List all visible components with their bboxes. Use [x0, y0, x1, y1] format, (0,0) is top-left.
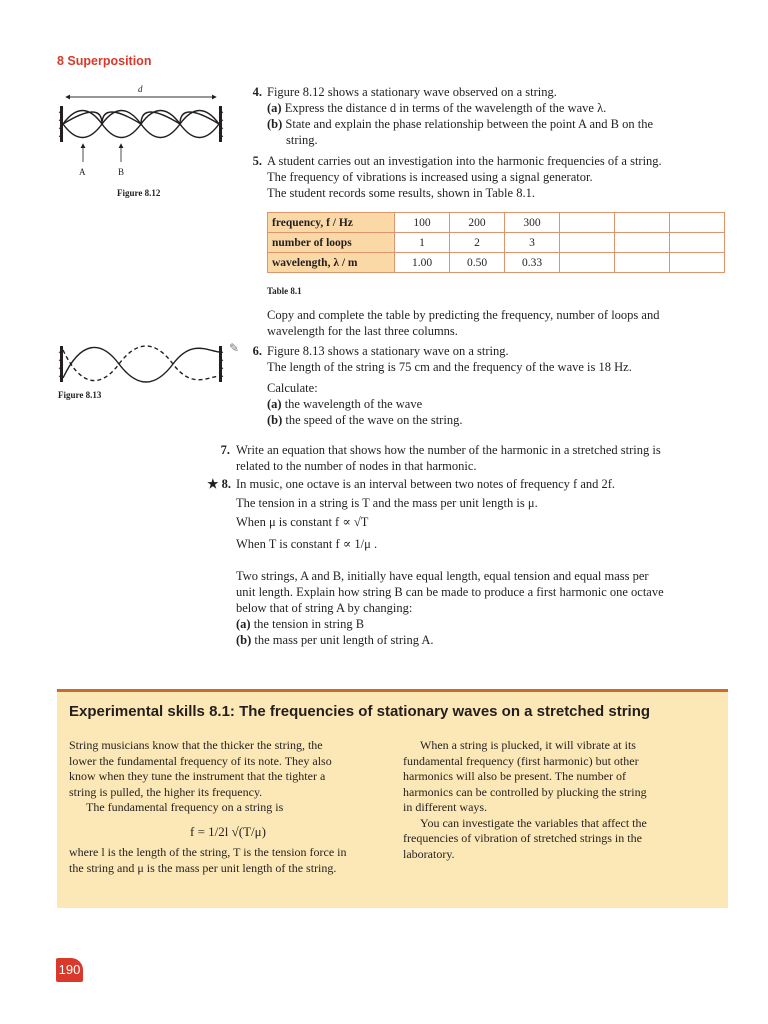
q8-part-b-text: the mass per unit length of string A. — [254, 633, 434, 647]
q8-line-1: In music, one octave is an interval between two notes of frequency f and 2f. — [236, 477, 616, 491]
table-cell: 0.50 — [450, 253, 505, 273]
q7-line-2: related to the number of nodes in that harmonic. — [236, 459, 477, 473]
skills-left-line: lower the fundamental frequency of its note. They also — [69, 753, 332, 768]
label-a: A — [79, 167, 86, 177]
q8-part-a-label: (a) — [236, 617, 251, 631]
table-cell: 3 — [505, 233, 560, 253]
table-cell: 1.00 — [395, 253, 450, 273]
skills-right-column — [403, 738, 721, 862]
table-cell: 300 — [505, 213, 560, 233]
table-cell — [615, 233, 670, 253]
table-cell — [615, 253, 670, 273]
question-4-text: Figure 8.12 shows a stationary wave observed on a string. — [267, 85, 557, 99]
figure-8-12-caption: Figure 8.12 — [117, 188, 161, 198]
table-8-1 — [267, 212, 725, 273]
skills-right-line: When a string is plucked, it will vibrate at its — [420, 738, 636, 752]
q6-part-b-text: the speed of the wave on the string. — [285, 413, 463, 427]
table-row — [268, 253, 725, 273]
label-b: B — [118, 167, 125, 177]
skills-right-line: laboratory. — [403, 846, 455, 861]
skills-left-line: The fundamental frequency on a string is — [86, 800, 284, 814]
q6-part-a-label: (a) — [267, 397, 282, 411]
q4-part-b-label: (b) — [267, 117, 283, 131]
skills-right-line: You can investigate the variables that affect the — [420, 815, 647, 830]
skills-right-line: harmonics will also be present. The number of — [403, 769, 627, 783]
q4-part-a-text: Express the distance d in terms of the wavelength of the wave λ. — [284, 101, 607, 115]
label-d: d — [138, 84, 143, 94]
table-cell: 100 — [395, 213, 450, 233]
q8-line-6: unit length. Explain how string B can be made to produce a first harmonic one octave — [236, 585, 664, 599]
table-cell — [615, 213, 670, 233]
q4-part-b-text-cont: string. — [286, 133, 318, 147]
q5-after-2: wavelength for the last three columns. — [267, 324, 458, 338]
table-cell — [670, 233, 725, 253]
q5-line-3: The student records some results, shown in Table 8.1. — [267, 186, 535, 200]
q8-part-a-text: the tension in string B — [253, 617, 365, 631]
chapter-header: 8 Superposition — [57, 54, 152, 68]
skills-right-line: fundamental frequency (first harmonic) but other — [403, 753, 639, 768]
pencil-icon: ✎ — [229, 341, 240, 355]
skills-left-line: know when they tune the instrument that the tighter a — [69, 769, 326, 783]
q6-calc: Calculate: — [267, 381, 318, 395]
table-row-header: wavelength, λ / m — [268, 253, 395, 273]
table-cell: 200 — [450, 213, 505, 233]
figure-8-12-drawing — [56, 84, 226, 194]
skills-left-line: string is pulled, the higher its frequency. — [69, 784, 263, 799]
q5-line-2: The frequency of vibrations is increased using a signal generator. — [267, 170, 593, 184]
question-5-number: 5. — [252, 154, 262, 168]
skills-left-line: the string and μ is the mass per unit length of the string. — [69, 860, 337, 875]
q5-instructions — [267, 307, 727, 339]
page-number: 190 — [56, 958, 83, 982]
q6-line-1: Figure 8.13 shows a stationary wave on a string. — [267, 344, 509, 358]
table-row — [268, 213, 725, 233]
skills-left-line: String musicians know that the thicker the string, the — [69, 738, 323, 752]
q8-line-5: Two strings, A and B, initially have equal length, equal tension and equal mass per — [236, 569, 649, 583]
q7-line-1: Write an equation that shows how the number of the harmonic in a stretched string is — [236, 443, 661, 457]
q5-line-1: A student carries out an investigation into the harmonic frequencies of a string. — [267, 154, 662, 168]
table-cell: 1 — [395, 233, 450, 253]
q5-after-1: Copy and complete the table by predicting the frequency, number of loops and — [267, 308, 660, 322]
table-cell — [560, 213, 615, 233]
table-row-header: frequency, f / Hz — [268, 213, 395, 233]
question-4-number: 4. — [252, 85, 262, 99]
q8-line-4: When T is constant f ∝ 1/μ . — [236, 537, 378, 551]
q6-line-2: The length of the string is 75 cm and the frequency of the wave is 18 Hz. — [267, 360, 632, 374]
q6-part-a-text: the wavelength of the wave — [284, 397, 423, 411]
skills-right-line: frequencies of vibration of stretched strings in the — [403, 831, 642, 845]
table-cell — [670, 213, 725, 233]
question-6-number: 6. — [252, 344, 262, 358]
table-cell: 2 — [450, 233, 505, 253]
q8-part-b-label: (b) — [236, 633, 252, 647]
q4-part-a-label: (a) — [267, 101, 282, 115]
skills-left-column — [69, 738, 387, 876]
q4-part-b-text: State and explain the phase relationship between the point A and B on the — [285, 117, 654, 131]
q8-line-2: The tension in a string is T and the mass per unit length is μ. — [236, 496, 538, 510]
skills-right-line: in different ways. — [403, 800, 488, 814]
figure-8-13-caption: Figure 8.13 — [58, 390, 102, 400]
table-cell — [670, 253, 725, 273]
table-cell — [560, 253, 615, 273]
skills-right-line: harmonics can be controlled by plucking the string — [403, 784, 647, 799]
table-cell — [560, 233, 615, 253]
q6-part-b-label: (b) — [267, 413, 283, 427]
q8-line-7: below that of string A by changing: — [236, 601, 413, 615]
table-8-1-caption: Table 8.1 — [267, 286, 302, 296]
question-8-number: ★ 8. — [207, 477, 231, 491]
figure-8-12 — [56, 84, 226, 194]
figure-8-13 — [56, 340, 226, 390]
skills-left-line: where l is the length of the string, T is the tension force in — [69, 845, 347, 859]
figure-8-13-drawing — [56, 340, 226, 390]
skills-title: Experimental skills 8.1: The frequencies of stationary waves on a stretched string — [69, 703, 651, 720]
table-row — [268, 233, 725, 253]
q8-line-3: When μ is constant f ∝ √T — [236, 515, 369, 529]
question-7-number: 7. — [220, 443, 230, 457]
skills-formula: f = 1/2l √(T/μ) — [190, 823, 266, 839]
table-row-header: number of loops — [268, 233, 395, 253]
table-cell: 0.33 — [505, 253, 560, 273]
